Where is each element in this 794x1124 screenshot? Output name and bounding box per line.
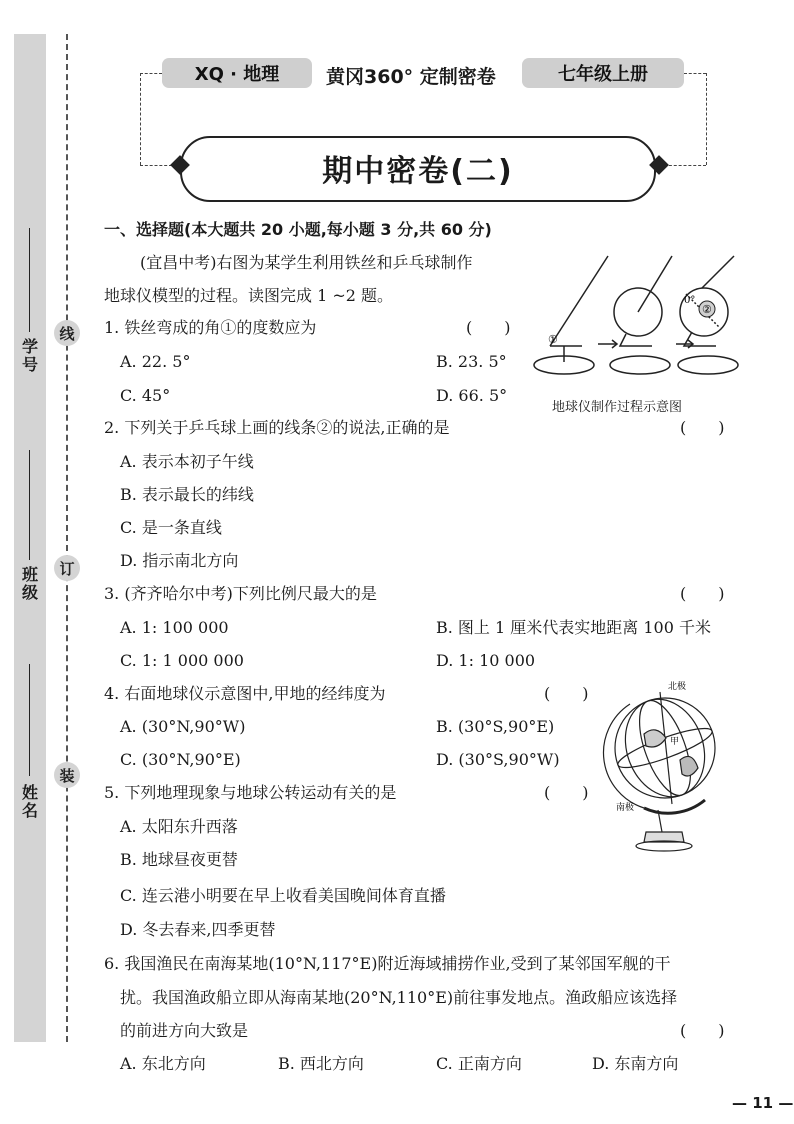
option-2b[interactable]: B. 表示最长的纬线: [120, 485, 254, 504]
header-connector: [140, 73, 141, 165]
question-6-stem-line: 扰。我国渔政船立即从海南某地(20°N,110°E)前往事发地点。渔政船应该选择: [120, 988, 678, 1007]
mark-zero-degree: 0°: [684, 295, 696, 306]
answer-bracket-5[interactable]: ( ): [544, 783, 589, 802]
south-pole-label: 南极: [616, 803, 635, 813]
option-3d[interactable]: D. 1: 10 000: [436, 651, 536, 670]
option-1a[interactable]: A. 22. 5°: [120, 352, 191, 371]
option-1c[interactable]: C. 45°: [120, 386, 171, 405]
question-6-stem-line: 6. 我国渔民在南海某地(10°N,117°E)附近海域捕捞作业,受到了某邻国军舰的干: [104, 954, 671, 973]
header-connector: [684, 73, 706, 74]
header-connector: [664, 165, 706, 166]
answer-bracket-3[interactable]: ( ): [680, 584, 725, 603]
question-3-stem: 3. (齐齐哈尔中考)下列比例尺最大的是: [104, 584, 377, 603]
question-2-stem: 2. 下列关于乒乓球上画的线条②的说法,正确的是: [104, 418, 450, 437]
subject-badge: XQ · 地理: [162, 58, 312, 88]
question-6-stem-line: 的前进方向大致是: [120, 1021, 249, 1040]
question-1-stem: 1. 铁丝弯成的角①的度数应为: [104, 318, 317, 337]
option-3a[interactable]: A. 1: 100 000: [120, 618, 229, 637]
point-jia-label: 甲: [670, 737, 680, 747]
brand-title: 黄冈360° 定制密卷: [326, 66, 496, 88]
north-pole-label: 北极: [668, 682, 687, 692]
globe-making-diagram: [520, 250, 745, 390]
answer-bracket-1[interactable]: ( ): [466, 318, 511, 337]
intro-line: 地球仪模型的过程。读图完成 1 ~2 题。: [104, 286, 394, 305]
option-4b[interactable]: B. (30°S,90°E): [436, 717, 555, 736]
globe-diagram: [600, 680, 730, 860]
page-title: 期中密卷(二): [322, 154, 514, 189]
answer-bracket-6[interactable]: ( ): [680, 1021, 725, 1040]
option-4c[interactable]: C. (30°N,90°E): [120, 750, 241, 769]
section-heading: 一、选择题(本大题共 20 小题,每小题 3 分,共 60 分): [104, 220, 492, 239]
option-2c[interactable]: C. 是一条直线: [120, 518, 222, 537]
option-2a[interactable]: A. 表示本初子午线: [120, 452, 254, 471]
option-4d[interactable]: D. (30°S,90°W): [436, 750, 560, 769]
option-2d[interactable]: D. 指示南北方向: [120, 551, 239, 570]
name-label: 姓名: [22, 783, 39, 820]
mark-angle-1: ①: [548, 333, 558, 346]
name-write-line: [29, 664, 30, 776]
answer-bracket-4[interactable]: ( ): [544, 684, 589, 703]
option-1d[interactable]: D. 66. 5°: [436, 386, 508, 405]
intro-line: (宜昌中考)右图为某学生利用铁丝和乒乓球制作: [140, 253, 473, 272]
cut-line: [66, 34, 68, 1042]
option-5c[interactable]: C. 连云港小明要在早上收看美国晚间体育直播: [120, 886, 446, 905]
option-6c[interactable]: C. 正南方向: [436, 1054, 522, 1073]
answer-bracket-2[interactable]: ( ): [680, 418, 725, 437]
mark-line-2: ②: [702, 303, 712, 316]
page-number: — 11 —: [732, 1094, 794, 1112]
option-6a[interactable]: A. 东北方向: [120, 1054, 206, 1073]
binding-strip: [14, 34, 46, 1042]
option-3c[interactable]: C. 1: 1 000 000: [120, 651, 244, 670]
binding-mark-staple: 订: [54, 555, 80, 581]
question-4-stem: 4. 右面地球仪示意图中,甲地的经纬度为: [104, 684, 386, 703]
binding-mark-bind: 装: [54, 762, 80, 788]
option-5a[interactable]: A. 太阳东升西落: [120, 817, 238, 836]
grade-badge: 七年级上册: [522, 58, 684, 88]
option-6b[interactable]: B. 西北方向: [278, 1054, 364, 1073]
option-6d[interactable]: D. 东南方向: [592, 1054, 679, 1073]
class-label: 班级: [22, 565, 39, 602]
option-5b[interactable]: B. 地球昼夜更替: [120, 850, 238, 869]
header-connector: [140, 73, 162, 74]
header-connector: [140, 165, 172, 166]
class-write-line: [29, 450, 30, 560]
option-5d[interactable]: D. 冬去春来,四季更替: [120, 920, 276, 939]
header-connector: [706, 73, 707, 165]
option-1b[interactable]: B. 23. 5°: [436, 352, 507, 371]
binding-mark-line: 线: [54, 320, 80, 346]
figure-caption: 地球仪制作过程示意图: [552, 400, 683, 415]
id-write-line: [29, 228, 30, 332]
student-id-label: 学号: [22, 337, 39, 374]
option-3b[interactable]: B. 图上 1 厘米代表实地距离 100 千米: [436, 618, 711, 637]
question-5-stem: 5. 下列地理现象与地球公转运动有关的是: [104, 783, 397, 802]
option-4a[interactable]: A. (30°N,90°W): [120, 717, 246, 736]
